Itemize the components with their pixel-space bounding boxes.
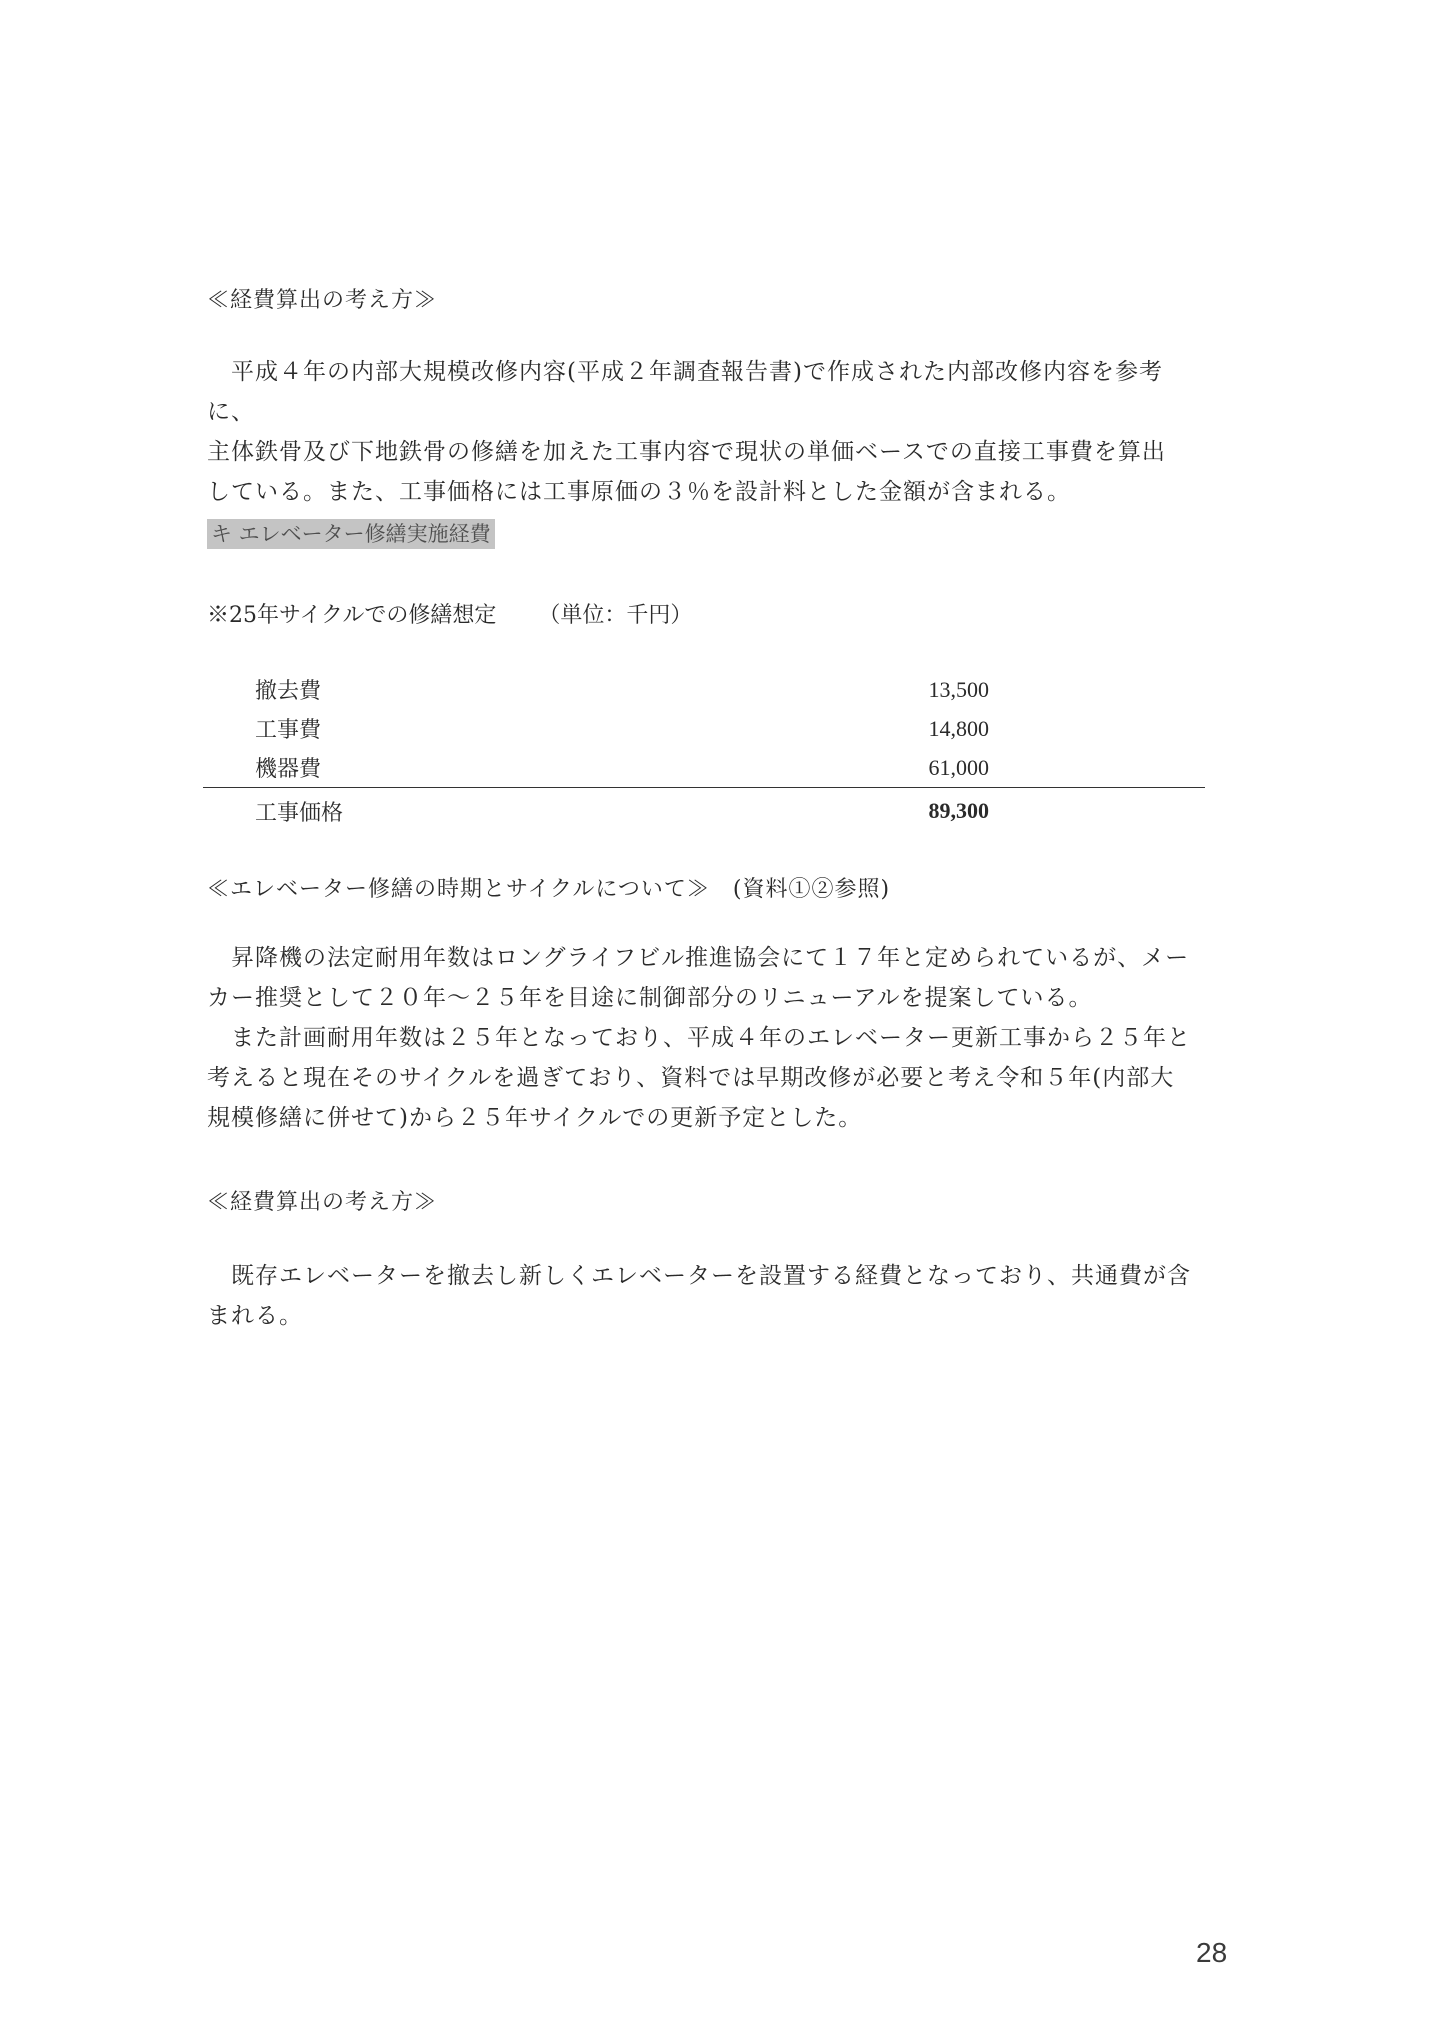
section3-heading: ≪経費算出の考え方≫ <box>207 1190 438 1215</box>
table-row <box>203 748 1205 788</box>
section3-paragraph <box>207 1256 1207 1336</box>
total-row <box>203 788 1205 835</box>
cost-amount: 13,500 <box>928 676 989 702</box>
unit-label: （単位：千円） <box>538 603 693 628</box>
cost-label: 撤去費 <box>255 679 322 704</box>
section2-line-4: 考えると現在そのサイクルを過ぎており、資料では早期改修が必要と考え令和５年(内部大 <box>207 1065 1175 1091</box>
cost-label: 工事費 <box>255 718 322 743</box>
section1-line-3: している。また、工事価格には工事原価の３％を設計料とした金額が含まれる。 <box>207 479 1071 505</box>
section-title-band: キ エレベーター修繕実施経費 <box>207 519 495 549</box>
cost-amount: 61,000 <box>928 754 989 780</box>
section2-line-1: 昇降機の法定耐用年数はロングライフビル推進協会にて１７年と定められているが、メー <box>231 945 1190 971</box>
cycle-note <box>207 598 692 629</box>
section3-line-1: 既存エレベーターを撤去し新しくエレベーターを設置する経費となっており、共通費が含 <box>231 1263 1191 1289</box>
section2-line-5: 規模修繕に併せて)から２５年サイクルでの更新予定とした。 <box>207 1105 863 1131</box>
section1-line-2: 主体鉄骨及び下地鉄骨の修繕を加えた工事内容で現状の単価ベースでの直接工事費を算出 <box>207 439 1166 465</box>
section2-line-2: カー推奨として２０年～２５年を目途に制御部分のリニューアルを提案している。 <box>207 985 1093 1011</box>
section1-heading: ≪経費算出の考え方≫ <box>207 288 438 313</box>
cycle-note-text: ※25年サイクルでの修繕想定 <box>207 603 497 628</box>
section2-line-3: また計画耐用年数は２５年となっており、平成４年のエレベーター更新工事から２５年と <box>231 1025 1191 1051</box>
cost-amount: 14,800 <box>928 715 989 741</box>
table-row <box>203 709 1205 748</box>
cost-label: 機器費 <box>255 757 322 782</box>
total-label: 工事価格 <box>203 788 540 835</box>
section3-line-2: まれる。 <box>207 1303 303 1329</box>
table-row <box>203 670 1205 709</box>
section2-paragraph <box>207 938 1207 1138</box>
section1-line-1: 平成４年の内部大規模改修内容(平成２年調査報告書)で作成された内部改修内容を参考に、 <box>207 359 1163 425</box>
section2-heading: ≪エレベーター修繕の時期とサイクルについて≫ (資料①②参照) <box>207 877 891 902</box>
cost-table <box>203 670 1205 834</box>
page-number: 28 <box>1196 1937 1228 1968</box>
total-amount: 89,300 <box>540 788 1205 835</box>
section1-paragraph <box>207 352 1207 512</box>
